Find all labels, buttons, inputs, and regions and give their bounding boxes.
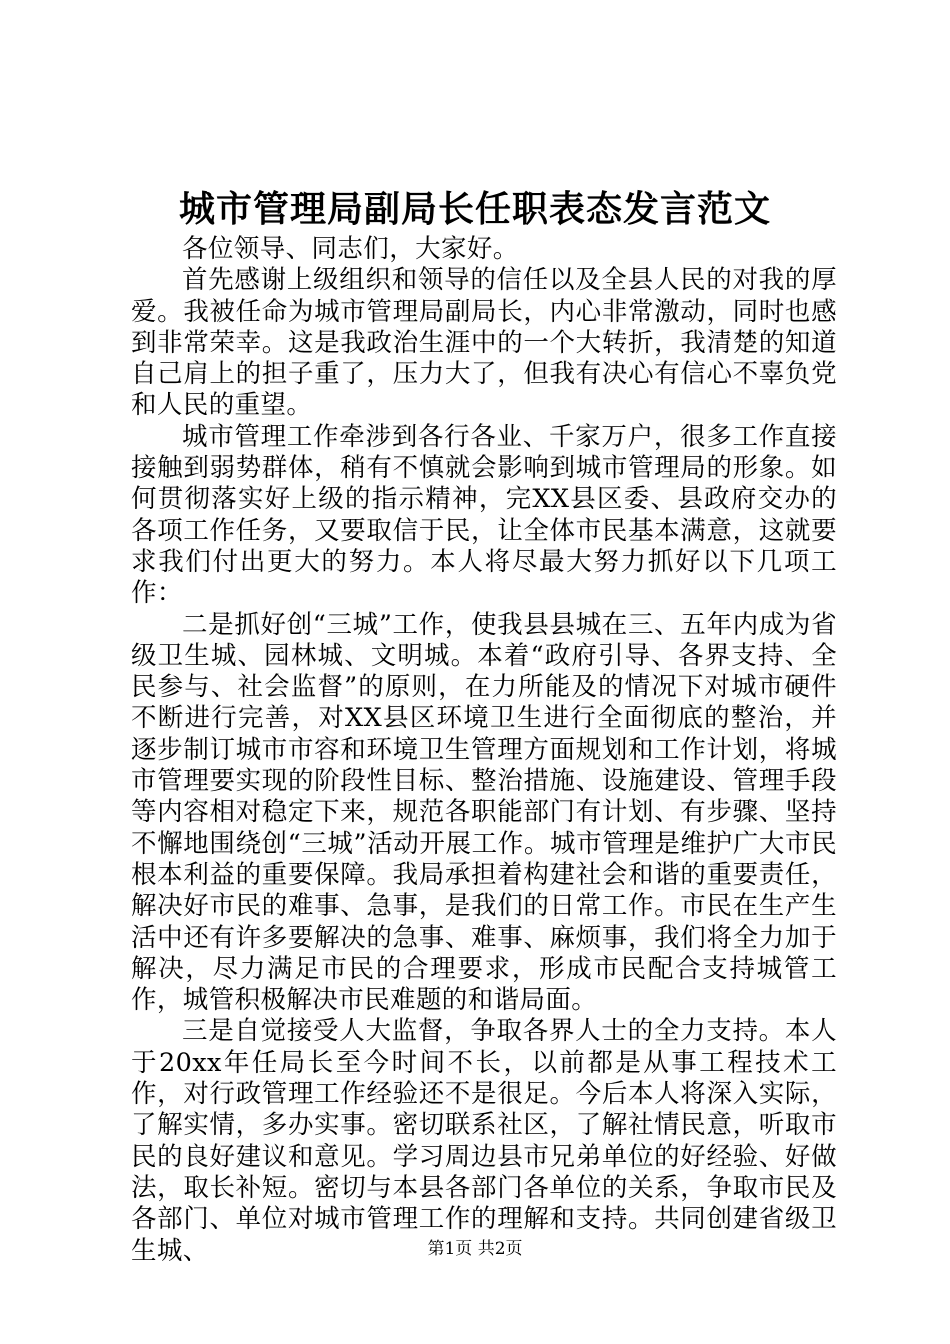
document-title: 城市管理局副局长任职表态发言范文 (178, 188, 771, 230)
paragraph-greeting: 各位领导、同志们，大家好。 (182, 234, 519, 264)
page-number: 第1页 共2页 (427, 1239, 523, 1259)
paragraph-work-overview: 城市管理工作牵涉到各行各业、千家万户，很多工作直接接触到弱势群体，稍有不慎就会影响到城市管理局的形象。如何贯彻落实好上级的指示精神，完XX县区委、县政府交办的各项工作任务，又要取信于民，让全体市民基本满意，这就要求我们付出更大的努力。本人将尽最大努力抓好以下几项工作： (131, 421, 837, 609)
paragraph-thanks: 首先感谢上级组织和领导的信任以及全县人民的对我的厚爱。我被任命为城市管理局副局长，内心非常激动，同时也感到非常荣幸。这是我政治生涯中的一个大转折，我清楚的知道自己肩上的担子重了，压力大了，但我有决心有信心不辜负党和人民的重望。 (131, 265, 837, 421)
document-body (131, 234, 837, 1267)
paragraph-point-two: 二是抓好创“三城”工作，使我县县城在三、五年内成为省级卫生城、园林城、文明城。本着“政府引导、各界支持、全民参与、社会监督”的原则，在力所能及的情况下对城市硬件不断进行完善，对XX县区环境卫生进行全面彻底的整治，并逐步制订城市市容和环境卫生管理方面规划和工作计划，将城市管理要实现的阶段性目标、整治措施、设施建设、管理手段等内容相对稳定下来，规范各职能部门有计划、有步骤、坚持不懈地围绕创“三城”活动开展工作。城市管理是维护广大市民根本利益的重要保障。我局承担着构建社会和谐的重要责任，解决好市民的难事、急事，是我们的日常工作。市民在生产生活中还有许多要解决的急事、难事、麻烦事，我们将全力加于解决，尽力满足市民的合理要求，形成市民配合支持城管工作，城管积极解决市民难题的和谐局面。 (131, 609, 837, 1016)
paragraph-point-three: 三是自觉接受人大监督，争取各界人士的全力支持。本人于20xx年任局长至今时间不长，以前都是从事工程技术工作，对行政管理工作经验还不是很足。今后本人将深入实际，了解实情，多办实事。密切联系社区，了解社情民意，听取市民的良好建议和意见。学习周边县市兄弟单位的好经验、好做法，取长补短。密切与本县各部门各单位的关系，争取市民及各部门、单位对城市管理工作的理解和支持。共同创建省级卫生城、 (131, 1016, 837, 1266)
